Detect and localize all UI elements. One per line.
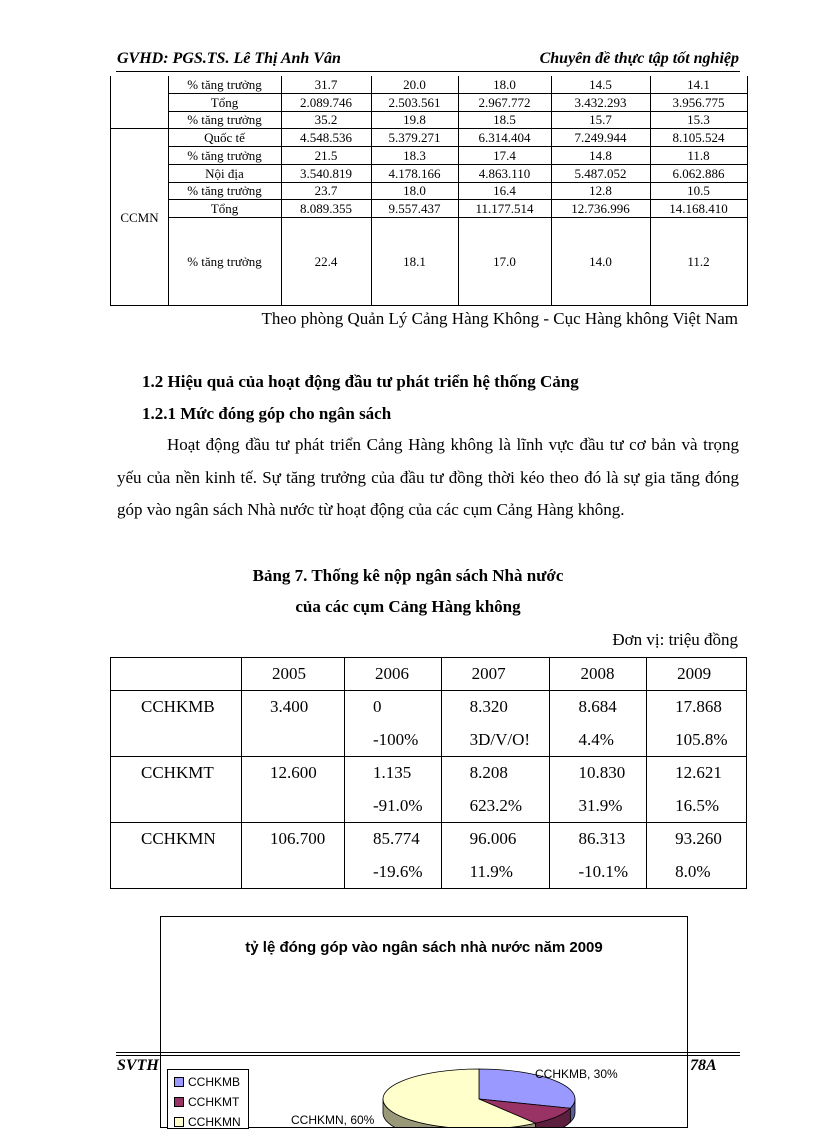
table-cell: 21.5 xyxy=(314,147,338,163)
table-cell: 23.7 xyxy=(314,183,338,198)
table-cell xyxy=(345,757,442,823)
table-cell xyxy=(550,757,647,823)
pie-label-cchkmb: CCHKMB, 30% xyxy=(535,1067,618,1081)
cell-value: 10.830 xyxy=(578,763,626,782)
cell-growth: 16.5% xyxy=(675,795,720,815)
row-name: CCHKMN xyxy=(111,823,242,889)
cell-value: 3.400 xyxy=(270,697,309,716)
row-name: CCHKMB xyxy=(111,691,242,757)
footer-rule xyxy=(116,1055,740,1056)
row-label: % tăng trưởng xyxy=(187,77,262,92)
legend-item xyxy=(174,1114,241,1130)
table7-title-line1: Bảng 7. Thống kê nộp ngân sách Nhà nước xyxy=(252,566,564,585)
legend-swatch xyxy=(174,1117,184,1127)
legend-item xyxy=(174,1094,239,1110)
cell-value: 93.260 xyxy=(675,829,722,848)
header-report-title: Chuyên đề thực tập tốt nghiệp xyxy=(539,50,739,67)
table-cell: 15.7 xyxy=(589,112,612,127)
cell-growth xyxy=(270,790,336,823)
table-cell: 4.863.110 xyxy=(478,165,531,181)
cell-growth xyxy=(270,724,336,757)
table-cell: 4.178.166 xyxy=(388,165,441,181)
cell-growth: 31.9% xyxy=(578,795,623,815)
table-row xyxy=(111,823,747,889)
table-cell: 5.487.052 xyxy=(574,165,627,181)
table-cell: 6.062.886 xyxy=(672,165,725,181)
cell-growth: -100% xyxy=(373,729,419,749)
year-header: 2008 xyxy=(550,658,647,691)
group-label: CCMN xyxy=(120,210,159,225)
table-cell xyxy=(242,823,345,889)
row-label: Tổng xyxy=(210,200,239,216)
year-header: 2009 xyxy=(647,658,747,691)
table-cell xyxy=(242,691,345,757)
table7-title-line2: của các cụm Cảng Hàng không xyxy=(295,597,521,616)
table-cell xyxy=(242,757,345,823)
legend-swatch xyxy=(174,1097,184,1107)
table-cell xyxy=(550,823,647,889)
table-cell xyxy=(550,691,647,757)
row-label: % tăng trưởng xyxy=(187,112,262,127)
cell-value: 12.600 xyxy=(270,763,317,782)
table-cell: 10.5 xyxy=(687,183,710,198)
legend-item xyxy=(174,1074,240,1090)
table-cell: 17.0 xyxy=(493,253,516,269)
table-cell: 2.503.561 xyxy=(388,94,441,110)
table-cell: 14.168.410 xyxy=(669,200,728,216)
table-cell: 31.7 xyxy=(314,77,338,92)
cell-value: 0 xyxy=(373,697,382,716)
table-cell: 8.105.524 xyxy=(672,129,725,145)
row-label: % tăng trưởng xyxy=(187,253,262,269)
table-cell: 35.2 xyxy=(314,112,338,127)
table-cell: 12.736.996 xyxy=(571,200,630,216)
table-cell xyxy=(441,691,550,757)
table-cell: 12.8 xyxy=(589,183,612,198)
cell-growth: 8.0% xyxy=(675,861,711,881)
cell-value: 106.700 xyxy=(270,829,326,848)
table-cell: 18.5 xyxy=(493,112,516,127)
section-heading-1-2-1: 1.2.1 Mức đóng góp cho ngân sách xyxy=(142,404,392,423)
cell-value: 8.208 xyxy=(469,763,508,782)
row-name: CCHKMT xyxy=(111,757,242,823)
pie-label-cchkmn: CCHKMN, 60% xyxy=(291,1113,375,1127)
table-cell: 5.379.271 xyxy=(388,129,441,145)
budget-table xyxy=(110,657,747,889)
legend-label: CCHKMT xyxy=(188,1095,240,1109)
year-header: 2005 xyxy=(242,658,345,691)
table-cell: 20.0 xyxy=(403,77,426,92)
year-header: 2007 xyxy=(441,658,550,691)
table-cell: 4.548.536 xyxy=(300,129,352,145)
cell-growth: 4.4% xyxy=(578,729,614,749)
table-cell: 18.1 xyxy=(403,253,426,269)
footer-student: SVTH xyxy=(117,1057,159,1074)
table-cell: 18.0 xyxy=(403,183,426,198)
table-gridline xyxy=(168,217,747,218)
cell-value: 17.868 xyxy=(675,697,722,716)
table-cell xyxy=(647,691,747,757)
table-cell: 19.8 xyxy=(403,112,426,127)
chart-legend xyxy=(167,1069,249,1129)
table-header-row xyxy=(111,658,747,691)
table-cell: 6.314.404 xyxy=(478,129,531,145)
table-cell xyxy=(345,823,442,889)
table-cell: 18.0 xyxy=(493,77,516,92)
table-cell: 3.540.819 xyxy=(300,165,352,181)
table-corner-cell xyxy=(111,658,242,691)
table-cell: 17.4 xyxy=(493,147,516,163)
table-cell: 15.3 xyxy=(687,112,710,127)
chart-title: tỷ lệ đóng góp vào ngân sách nhà nước năm 2009 xyxy=(245,939,603,956)
cell-growth: 11.9% xyxy=(469,861,513,881)
cell-value: 8.320 xyxy=(469,697,508,716)
year-header: 2006 xyxy=(345,658,442,691)
cell-growth: -91.0% xyxy=(373,795,423,815)
source-note: Theo phòng Quản Lý Cảng Hàng Không - Cục Hàng không Việt Nam xyxy=(261,309,738,328)
table-cell: 3.432.293 xyxy=(574,94,627,110)
row-label: % tăng trưởng xyxy=(187,147,262,163)
cell-growth: 3D/V/O! xyxy=(469,729,531,749)
table-cell: 14.1 xyxy=(687,77,710,92)
page-header xyxy=(117,50,739,70)
cell-value: 1.135 xyxy=(373,763,412,782)
table-cell xyxy=(441,757,550,823)
footer-rule xyxy=(116,1052,740,1053)
table-cell: 18.3 xyxy=(403,147,426,163)
table-cell: 2.089.746 xyxy=(300,94,352,110)
table7-unit: Đơn vị: triệu đồng xyxy=(612,630,738,649)
table-cell: 14.0 xyxy=(589,253,612,269)
row-label: Quốc tế xyxy=(204,129,245,145)
row-label: Nội địa xyxy=(205,165,244,181)
table-row xyxy=(111,691,747,757)
table-cell: 11.8 xyxy=(687,147,710,163)
row-label: % tăng trưởng xyxy=(187,183,262,198)
table-cell: 2.967.772 xyxy=(478,94,531,110)
cell-value: 12.621 xyxy=(675,763,722,782)
table-cell xyxy=(345,691,442,757)
legend-swatch xyxy=(174,1077,184,1087)
header-supervisor: GVHD: PGS.TS. Lê Thị Anh Vân xyxy=(117,50,341,67)
table-cell xyxy=(441,823,550,889)
cell-value: 85.774 xyxy=(373,829,420,848)
growth-table xyxy=(110,76,748,306)
table-cell: 22.4 xyxy=(314,253,338,269)
legend-label: CCHKMN xyxy=(188,1115,241,1129)
table-cell: 8.089.355 xyxy=(300,200,352,216)
cell-value: 96.006 xyxy=(469,829,517,848)
section-heading-1-2: 1.2 Hiệu quả của hoạt động đầu tư phát triển hệ thống Cảng xyxy=(142,372,579,391)
pie-chart xyxy=(160,916,688,1128)
table-cell xyxy=(647,823,747,889)
table-cell: 11.2 xyxy=(687,253,710,269)
cell-value: 8.684 xyxy=(578,697,617,716)
cell-growth: 105.8% xyxy=(675,729,728,749)
table-cell: 11.177.514 xyxy=(475,200,534,216)
cell-growth: 623.2% xyxy=(469,795,523,815)
legend-label: CCHKMB xyxy=(188,1075,241,1089)
table-cell: 16.4 xyxy=(493,183,516,198)
table-cell: 9.557.437 xyxy=(388,200,441,216)
table-cell: 14.5 xyxy=(589,77,612,92)
table-row xyxy=(111,757,747,823)
cell-growth: -19.6% xyxy=(373,861,423,881)
cell-growth xyxy=(270,856,336,889)
body-paragraph: Hoạt động đầu tư phát triển Cảng Hàng không là lĩnh vực đầu tư cơ bản và trọng yếu của nền kinh tế. Sự tăng trưởng của đầu tư đồng thời kéo theo đó là sự gia tăng đóng góp vào ngân sách Nhà nước từ hoạt động của các cụm Cảng Hàng không. xyxy=(117,435,739,520)
table-cell: 3.956.775 xyxy=(672,94,725,110)
footer-class: 78A xyxy=(690,1057,717,1074)
table-cell: 7.249.944 xyxy=(574,129,627,145)
header-rule xyxy=(116,71,740,72)
table-cell: 14.8 xyxy=(589,147,612,163)
cell-growth: -10.1% xyxy=(578,861,629,881)
table-cell xyxy=(647,757,747,823)
cell-value: 86.313 xyxy=(578,829,626,848)
row-label: Tổng xyxy=(210,94,239,110)
